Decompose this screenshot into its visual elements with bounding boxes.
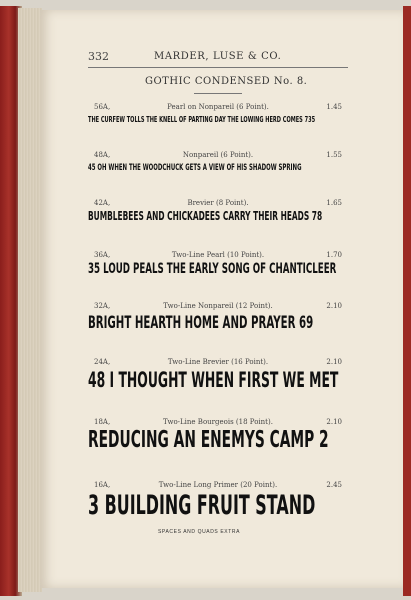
footer-note: SPACES AND QUADS EXTRA: [158, 529, 241, 535]
page-number: 332: [88, 50, 109, 63]
page-edges: [18, 8, 42, 592]
typeface-title: GOTHIC CONDENSED No. 8.: [145, 76, 308, 87]
header-rule: [88, 67, 348, 68]
specimen-sample: BRIGHT HEARTH HOME AND PRAYER 69: [88, 313, 314, 333]
specimen-price: 2.45: [326, 481, 342, 489]
specimen-price: 2.10: [326, 302, 342, 310]
specimen-font-count: 48A,: [94, 151, 111, 159]
specimen-size-name: Two-Line Pearl (10 Point).: [171, 251, 265, 259]
specimen-font-count: 16A,: [94, 481, 111, 489]
specimen-price: 2.10: [326, 358, 342, 366]
specimen-sample: REDUCING AN ENEMYS CAMP 2: [88, 427, 329, 453]
specimen-sample: 35 LOUD PEALS THE EARLY SONG OF CHANTICLEER: [88, 261, 337, 277]
specimen-sample: 3 BUILDING FRUIT STAND: [88, 490, 316, 521]
title-rule: [194, 93, 242, 94]
specimen-price: 1.70: [326, 251, 342, 259]
specimen-size-name: Two-Line Bourgeois (18 Point).: [163, 418, 273, 426]
specimen-size-name: Two-Line Nonpareil (12 Point).: [163, 302, 273, 310]
specimen-font-count: 32A,: [94, 302, 111, 310]
specimen-font-count: 24A,: [94, 358, 111, 366]
book-cover-right: [403, 6, 411, 596]
specimen-size-name: Two-Line Brevier (16 Point).: [167, 358, 269, 366]
specimen-font-count: 42A,: [94, 199, 111, 207]
specimen-size-name: Nonpareil (6 Point).: [182, 151, 254, 159]
specimen-sample: THE CURFEW TOLLS THE KNELL OF PARTING DAY THE LOWING HERD COMES 735: [88, 115, 316, 124]
specimen-size-name: Two-Line Long Primer (20 Point).: [158, 481, 278, 489]
specimen-sample: 45 OH WHEN THE WOODCHUCK GETS A VIEW OF HIS SHADOW SPRING: [88, 163, 302, 173]
specimen-price: 1.45: [326, 103, 342, 111]
specimen-sample: 48 I THOUGHT WHEN FIRST WE MET: [88, 368, 339, 392]
publisher-name: MARDER, LUSE & CO.: [154, 51, 282, 62]
specimen-size-name: Brevier (8 Point).: [187, 199, 249, 207]
specimen-price: 2.10: [326, 418, 342, 426]
running-header: [88, 50, 348, 66]
specimen-price: 1.65: [326, 199, 342, 207]
specimen-sample: BUMBLEBEES AND CHICKADEES CARRY THEIR HEADS 78: [88, 209, 323, 223]
specimen-price: 1.55: [326, 151, 342, 159]
specimen-size-name: Pearl on Nonpareil (6 Point).: [167, 103, 269, 111]
specimen-font-count: 36A,: [94, 251, 111, 259]
specimen-font-count: 56A,: [94, 103, 111, 111]
specimen-font-count: 18A,: [94, 418, 111, 426]
